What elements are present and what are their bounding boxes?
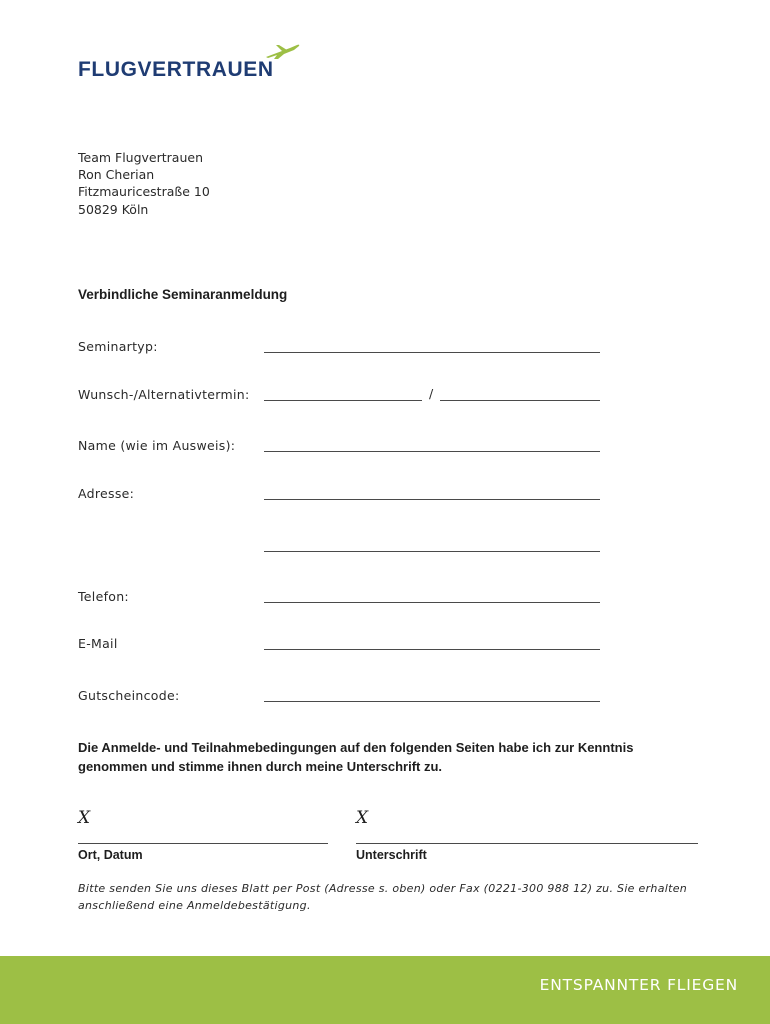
- recipient-line: Ron Cherian: [78, 167, 155, 183]
- telefon-field[interactable]: [264, 602, 600, 603]
- ort-datum-field[interactable]: [78, 843, 328, 844]
- wunschtermin-field[interactable]: [264, 400, 422, 401]
- recipient-address: [78, 149, 210, 218]
- recipient-line: Team Flugvertrauen: [78, 150, 203, 165]
- telefon-label: Telefon:: [78, 589, 129, 604]
- instruction-note: Bitte senden Sie uns dieses Blatt per Post (Adresse s. oben) oder Fax (0221-300 988 12) zu. Sie erhalten anschließend eine Anmeldebestätigung.: [78, 882, 688, 912]
- alternativtermin-field[interactable]: [440, 400, 600, 401]
- unterschrift-label: Unterschrift: [356, 848, 427, 862]
- gutschein-field[interactable]: [264, 701, 600, 702]
- form-heading: Verbindliche Seminaranmeldung: [78, 287, 288, 302]
- brand-name: FLUGVERTRAUEN: [78, 58, 274, 81]
- name-label: Name (wie im Ausweis):: [78, 438, 236, 453]
- recipient-line: Fitzmauricestraße 10: [78, 184, 210, 200]
- adresse-field-line1[interactable]: [264, 499, 600, 500]
- signature-mark-left: X: [78, 808, 91, 828]
- signature-mark-right: X: [356, 808, 369, 828]
- brand-logo: [78, 42, 308, 82]
- adresse-label: Adresse:: [78, 486, 135, 501]
- gutschein-label: Gutscheincode:: [78, 688, 180, 703]
- email-label: E-Mail: [78, 636, 118, 651]
- footer-slogan: ENTSPANNTER FLIEGEN: [539, 976, 738, 994]
- email-field[interactable]: [264, 649, 600, 650]
- consent-text: Die Anmelde- und Teilnahmebedingungen auf den folgenden Seiten habe ich zur Kenntnis genommen und stimme ihnen durch meine Unterschrift zu.: [78, 740, 634, 774]
- name-field[interactable]: [264, 451, 600, 452]
- recipient-line: 50829 Köln: [78, 201, 149, 217]
- adresse-field-line2[interactable]: [264, 551, 600, 552]
- ort-datum-label: Ort, Datum: [78, 848, 143, 862]
- seminartyp-field[interactable]: [264, 352, 600, 353]
- termin-separator: /: [429, 386, 434, 401]
- seminartyp-label: Seminartyp:: [78, 339, 158, 354]
- termin-label: Wunsch-/Alternativtermin:: [78, 387, 250, 402]
- footer-bar: [0, 956, 770, 1024]
- unterschrift-field[interactable]: [356, 843, 698, 844]
